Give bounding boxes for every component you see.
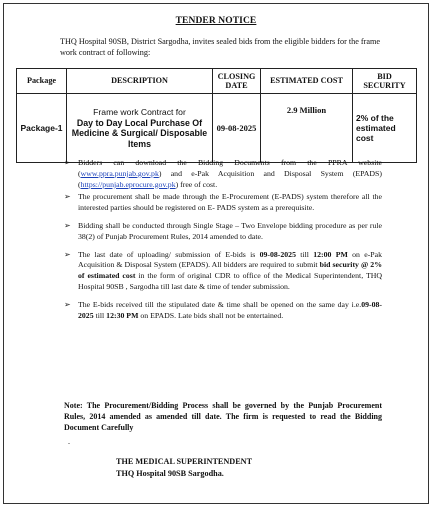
arrow-bullet-icon: ➢ xyxy=(64,220,71,230)
bid-security-text: bid security @ 2% of estimated cost xyxy=(78,260,382,281)
arrow-bullet-icon: ➢ xyxy=(64,249,71,259)
bullet-5-text: The E-bids received till the stipulated date & time shall be opened on the same day i.e. xyxy=(78,299,362,309)
opening-date: 09-08-2025 xyxy=(78,299,382,320)
ppra-website-link[interactable]: www.ppra.punjab.gov.pk xyxy=(80,168,159,178)
bullet-4-text-2: till xyxy=(295,249,314,259)
arrow-bullet-icon: ➢ xyxy=(64,158,71,167)
bullet-5-text-3: on EPADS. Late bids shall not be entertained. xyxy=(138,310,284,320)
description-line-1: Frame work Contract for xyxy=(93,107,186,117)
cell-description xyxy=(67,94,213,163)
table-header-row xyxy=(17,69,417,94)
header-estimated-cost: ESTIMATED COST xyxy=(261,69,353,94)
arrow-bullet-icon: ➢ xyxy=(64,299,71,309)
header-bid-security: BID SECURITY xyxy=(353,69,417,94)
list-item xyxy=(64,158,382,190)
cell-package: Package-1 xyxy=(17,94,67,163)
cell-closing-date: 09-08-2025 xyxy=(213,94,261,163)
header-description: DESCRIPTION xyxy=(67,69,213,94)
notice-title: TENDER NOTICE xyxy=(175,16,257,26)
bullet-4-text-4: in the form of original CDR to office of the Medical Superintendent, THQ Hospital 90SB , Sargodha till last date & time of tender submission. xyxy=(78,271,382,291)
bullet-5-text-2: till xyxy=(93,310,107,320)
header-package: Package xyxy=(17,69,67,94)
description-line-2: Day to Day Local Purchase Of Medicine & Surgical/ Disposable Items xyxy=(71,117,208,149)
tender-conditions-list xyxy=(64,158,382,321)
bullet-1-text-3: ) free of cost. xyxy=(175,179,218,189)
list-item xyxy=(64,300,382,322)
signatory-title: THE MEDICAL SUPERINTENDENT xyxy=(116,457,253,466)
tender-notice-page xyxy=(3,3,429,504)
bullet-1-text: Bidders can download the Bidding Documents from the PPRA website ( xyxy=(78,158,382,178)
list-item xyxy=(64,192,382,214)
cell-bid-security: 2% of the estimated cost xyxy=(353,94,417,163)
bullet-4-text-3: on e-Pak Acquisition & Disposal System (EPADS). All bidders are required to submit xyxy=(78,249,382,270)
list-item xyxy=(64,221,382,243)
header-closing-date: CLOSING DATE xyxy=(213,69,261,94)
submission-time: 12:00 PM xyxy=(313,249,348,259)
bullet-1-text-2: ) and e-Pak Acquisition and Disposal System (EPADS) ( xyxy=(78,168,382,189)
bullet-4-text: The last date of uploading/ submission of E-bids is xyxy=(78,249,260,259)
notice-intro: THQ Hospital 90SB, District Sargodha, invites sealed bids from the eligible bidders for the frame work contract of following: xyxy=(60,37,381,57)
bullet-2-text: The procurement shall be made through the E-Procurement (E-PADS) system therefore all the interested parties should be registered on E- PADS system as a prerequisite. xyxy=(78,192,382,213)
signature-block xyxy=(116,456,252,479)
submission-date: 09-08-2025 xyxy=(259,249,296,259)
table-row xyxy=(17,94,417,163)
bullet-3-text: Bidding shall be conducted through Single Stage – Two Envelope bidding procedure as per rule 38(2) of Punjab Procurement Rules, 2014 amended to date. xyxy=(78,220,382,241)
decorative-dot: . xyxy=(68,437,70,446)
cell-estimated-cost: 2.9 Million xyxy=(261,94,353,163)
epads-website-link[interactable]: https://punjab.eprocure.gov.pk xyxy=(80,179,176,189)
arrow-bullet-icon: ➢ xyxy=(64,192,71,202)
signatory-office: THQ Hospital 90SB Sargodha. xyxy=(116,468,224,478)
governing-rules-note: Note: The Procurement/Bidding Process shall be governed by the Punjab Procurement Rules, 2014 amended as amended till date. The firm is requested to read the Bidding Document Carefully xyxy=(64,401,382,432)
tender-table xyxy=(16,68,417,163)
opening-time: 12:30 PM xyxy=(106,310,139,320)
list-item xyxy=(64,250,382,293)
